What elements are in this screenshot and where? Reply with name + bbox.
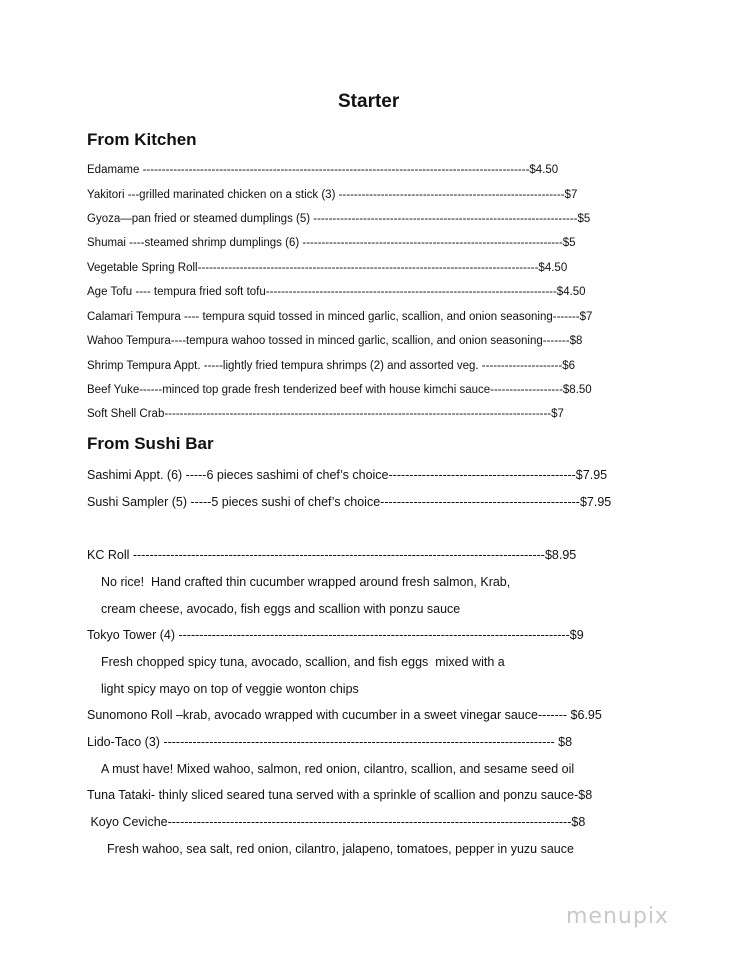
- menu-item-description: cream cheese, avocado, fish eggs and scallion with ponzu sauce: [101, 602, 461, 616]
- menu-item-gyoza: Gyoza—pan fried or steamed dumplings (5) ---------------------------------------------------------------------$5: [87, 213, 591, 225]
- menu-item-age-tofu: Age Tofu ---- tempura fried soft tofu----------------------------------------------------------------------------$4.50: [87, 286, 586, 298]
- menu-item-kc-roll: KC Roll ---------------------------------------------------------------------------------------------------$8.95: [87, 548, 577, 562]
- menu-item-edamame: Edamame -----------------------------------------------------------------------------------------------------$4.50: [87, 164, 559, 176]
- watermark-logo: menupix: [566, 904, 669, 929]
- menu-item-sunomono-roll: Sunomono Roll –krab, avocado wrapped with cucumber in a sweet vinegar sauce------- $6.95: [87, 708, 602, 722]
- menu-item-sushi-sampler: Sushi Sampler (5) -----5 pieces sushi of chef’s choice------------------------------------------------$7.95: [87, 495, 612, 509]
- page-title: Starter: [338, 91, 400, 112]
- menu-item-description: Fresh wahoo, sea salt, red onion, cilantro, jalapeno, tomatoes, pepper in yuzu sauce: [107, 842, 574, 856]
- menu-item-shumai: Shumai ----steamed shrimp dumplings (6) --------------------------------------------------------------------$5: [87, 237, 576, 249]
- menu-item-description: No rice! Hand crafted thin cucumber wrapped around fresh salmon, Krab,: [101, 575, 511, 589]
- menu-item-lido-taco: Lido-Taco (3) ---------------------------------------------------------------------------------------------- $8: [87, 735, 573, 749]
- menu-item-beef-yuke: Beef Yuke------minced top grade fresh tenderized beef with house kimchi sauce-------------------$8.50: [87, 384, 592, 396]
- menu-item-koyo-ceviche: Koyo Ceviche-------------------------------------------------------------------------------------------------$8: [87, 815, 586, 829]
- menu-item-soft-shell-crab: Soft Shell Crab-----------------------------------------------------------------------------------------------------$7: [87, 408, 564, 420]
- section-heading-sushi-bar: From Sushi Bar: [87, 434, 214, 453]
- menu-item-tuna-tataki: Tuna Tataki- thinly sliced seared tuna served with a sprinkle of scallion and ponzu sauce-$8: [87, 788, 593, 802]
- menu-item-wahoo-tempura: Wahoo Tempura----tempura wahoo tossed in minced garlic, scallion, and onion seasoning-------$8: [87, 335, 583, 347]
- menu-item-description: A must have! Mixed wahoo, salmon, red onion, cilantro, scallion, and sesame seed oil: [101, 762, 575, 776]
- menu-item-tokyo-tower: Tokyo Tower (4) ----------------------------------------------------------------------------------------------$9: [87, 628, 584, 642]
- menu-item-sashimi-appt: Sashimi Appt. (6) -----6 pieces sashimi of chef’s choice---------------------------------------------$7.95: [87, 468, 608, 482]
- menu-item-spring-roll: Vegetable Spring Roll-----------------------------------------------------------------------------------------$4.50: [87, 262, 568, 274]
- menu-item-description: light spicy mayo on top of veggie wonton chips: [101, 682, 359, 696]
- section-heading-kitchen: From Kitchen: [87, 130, 197, 149]
- menu-item-yakitori: Yakitori ---grilled marinated chicken on a stick (3) -----------------------------------------------------------$7: [87, 189, 578, 201]
- menu-item-description: Fresh chopped spicy tuna, avocado, scallion, and fish eggs mixed with a: [101, 655, 505, 669]
- menu-item-shrimp-tempura: Shrimp Tempura Appt. -----lightly fried tempura shrimps (2) and assorted veg. ---------------------$6: [87, 360, 575, 372]
- menu-item-calamari: Calamari Tempura ---- tempura squid tossed in minced garlic, scallion, and onion seasoning-------$7: [87, 311, 593, 323]
